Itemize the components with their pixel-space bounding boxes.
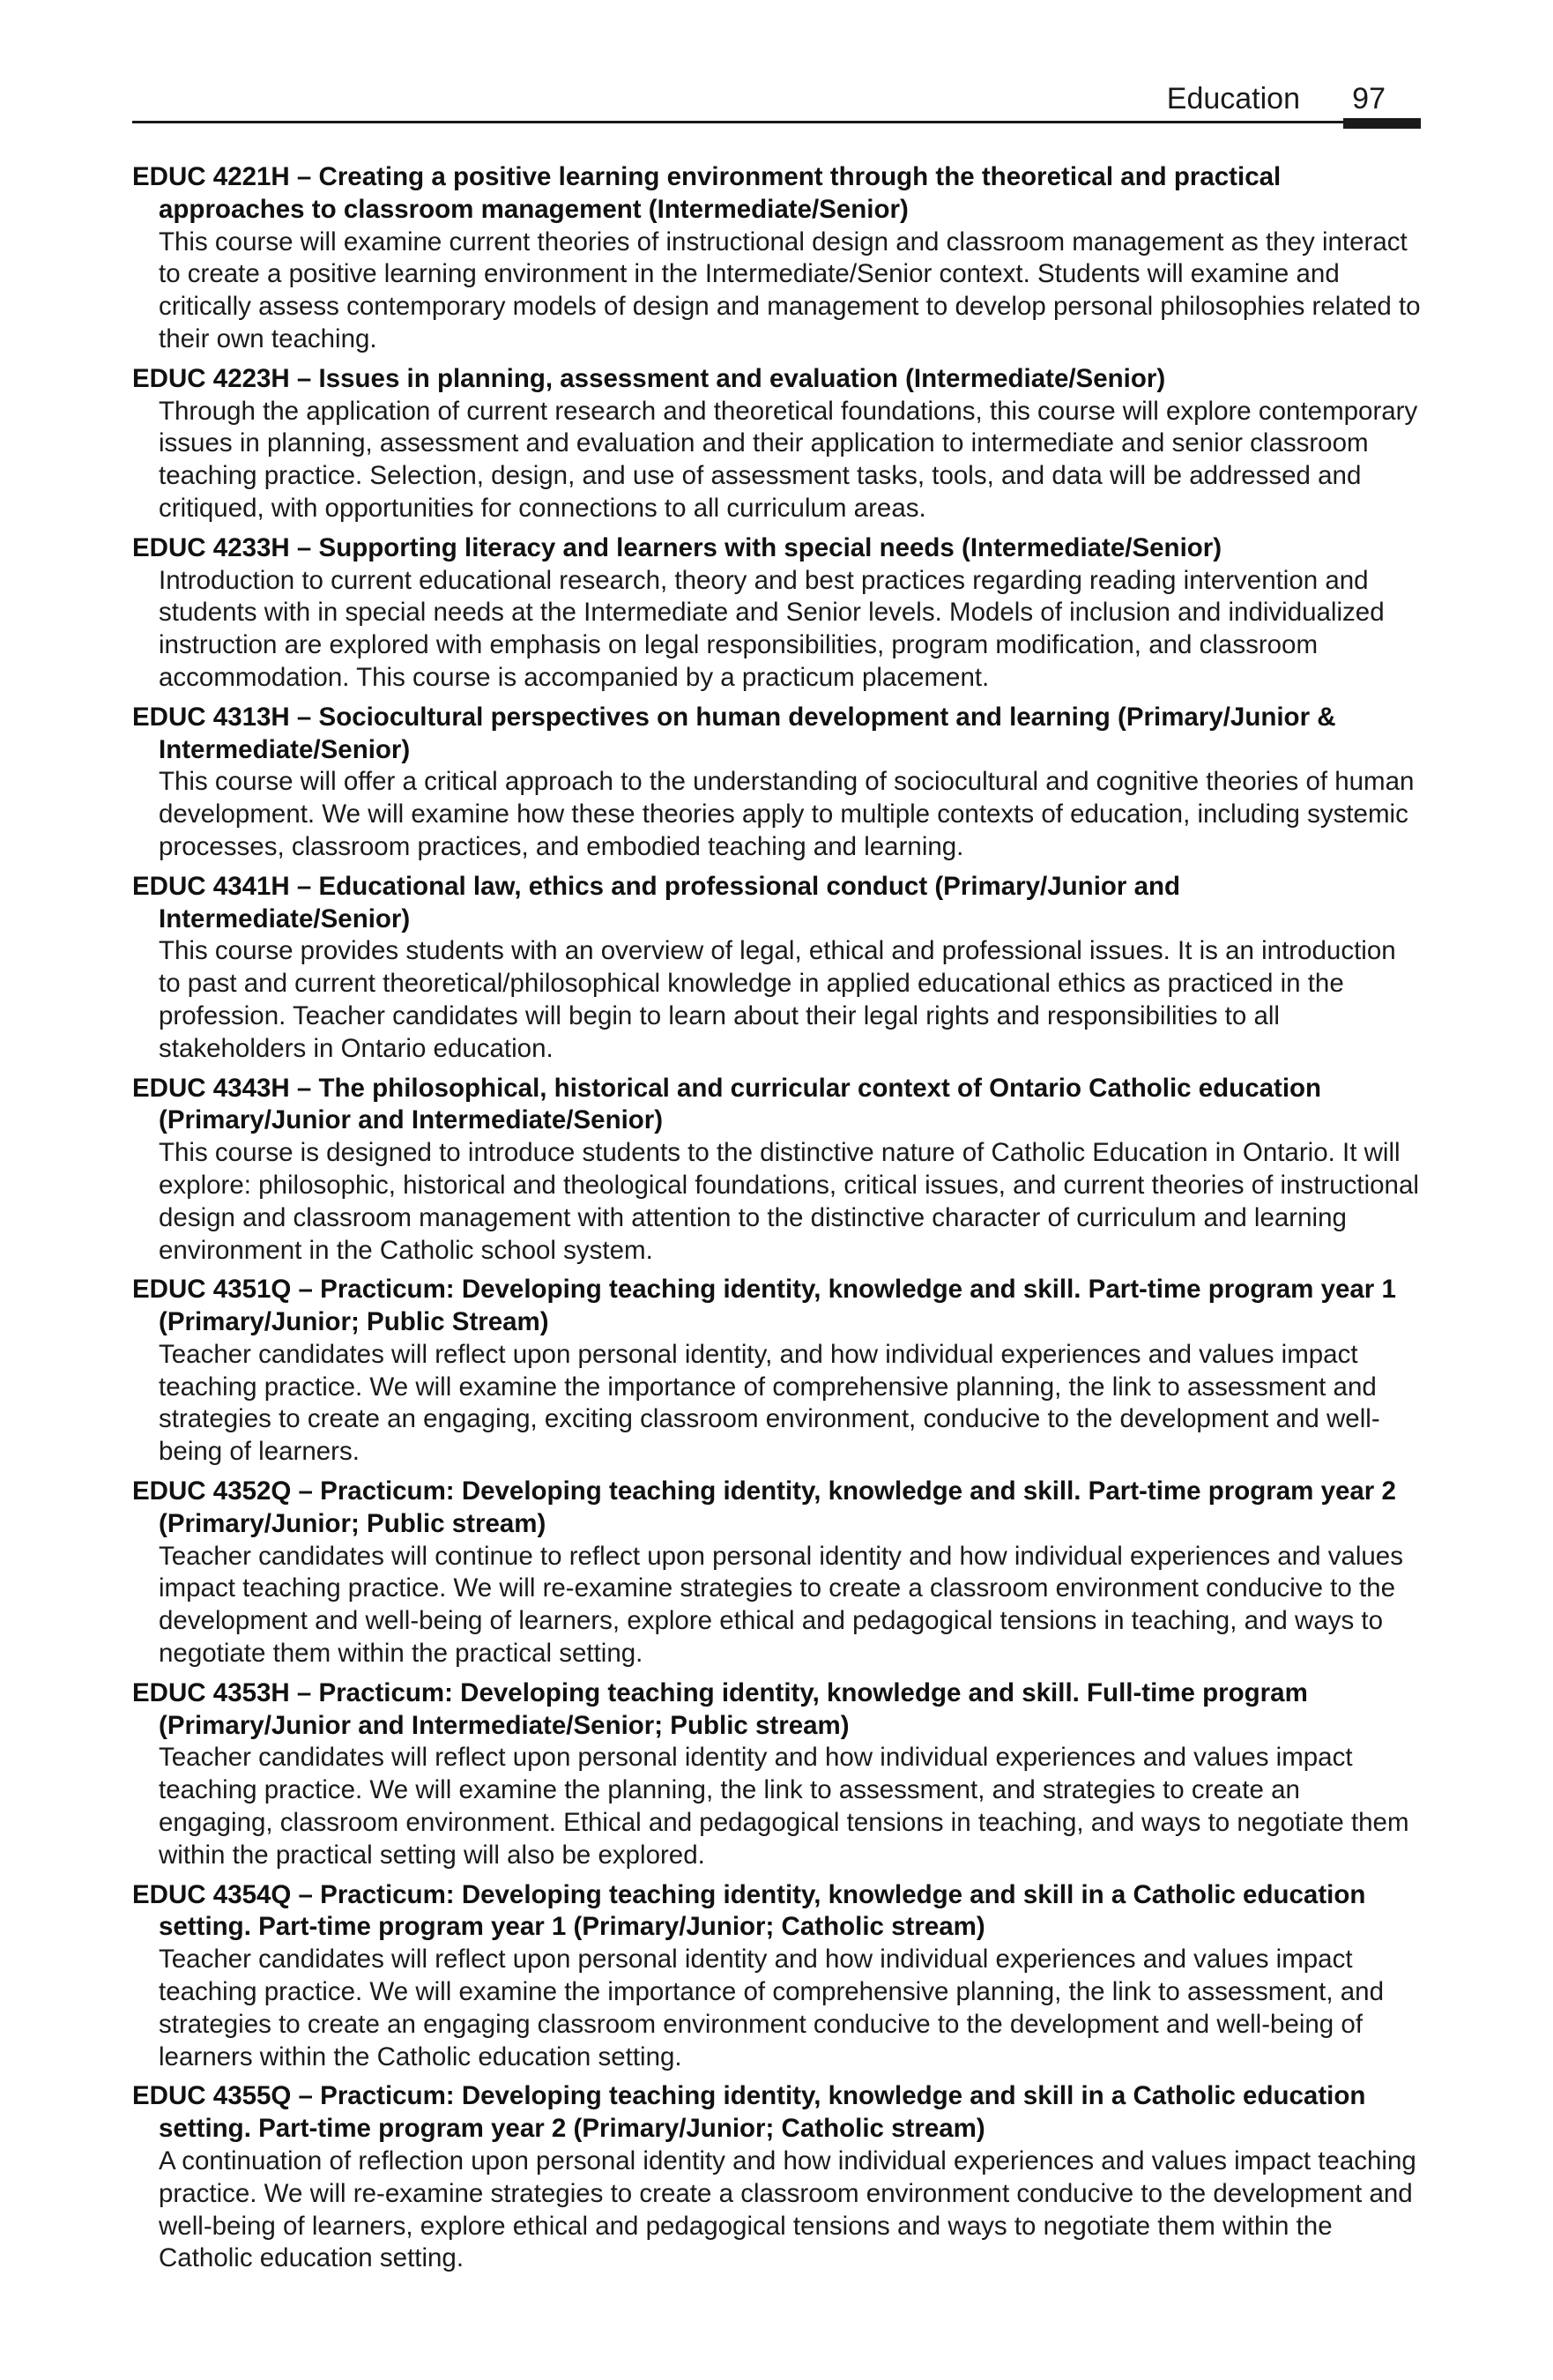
course-heading: EDUC 4355Q – Practicum: Developing teaching identity, knowledge and skill in a Catholic education setting. Part-time program year 2 (Primary/Junior; Catholic stream) (132, 2081, 1366, 2144)
course-description: Teacher candidates will reflect upon personal identity and how individual experiences and values impact teaching practice. We will examine the planning, the link to assessment, and strategies to create an engaging, classroom environment. Ethical and pedagogical tensions in teaching, and ways to negotiate them within the practical setting will also be explored. (159, 1743, 1409, 1870)
course-entry (132, 1073, 1421, 1268)
course-heading: EDUC 4343H – The philosophical, historical and curricular context of Ontario Catholic education (Primary/Junior and Intermediate/Senior) (132, 1073, 1322, 1135)
course-heading: EDUC 4352Q – Practicum: Developing teaching identity, knowledge and skill. Part-time program year 2 (Primary/Junior; Public stream) (132, 1476, 1396, 1538)
course-heading: EDUC 4354Q – Practicum: Developing teaching identity, knowledge and skill in a Catholic education setting. Part-time program year 1 (Primary/Junior; Catholic stream) (132, 1879, 1366, 1942)
course-entry (132, 532, 1421, 695)
course-description: This course will examine current theories of instructional design and classroom management as they interact to create a positive learning environment in the Intermediate/Senior context. Students will examine and critically assess contemporary models of design and management to develop personal philosophies related to their own teaching. (159, 227, 1421, 353)
course-description: This course will offer a critical approach to the understanding of sociocultural and cognitive theories of human development. We will examine how these theories apply to multiple contexts of education, including systemic processes, classroom practices, and embodied teaching and learning. (159, 767, 1415, 861)
section-label: Education (1166, 82, 1300, 115)
course-description: Teacher candidates will reflect upon personal identity, and how individual experiences and values impact teaching practice. We will examine the importance of comprehensive planning, the link to assessment and strategies to create an engaging, exciting classroom environment, conducive to the development and well-being of learners. (159, 1339, 1380, 1467)
course-list (132, 161, 1421, 2282)
course-entry (132, 1677, 1421, 1872)
course-entry (132, 1879, 1421, 2074)
course-entry (132, 702, 1421, 864)
header-rule-tab (1343, 118, 1421, 129)
course-description: Teacher candidates will reflect upon personal identity and how individual experiences and values impact teaching practice. We will examine the importance of comprehensive planning, the link to assessment, and strategies to create an engaging classroom environment conducive to the development and well-being of learners within the Catholic education setting. (159, 1945, 1384, 2071)
course-entry (132, 1274, 1421, 1469)
course-heading: EDUC 4223H – Issues in planning, assessment and evaluation (Intermediate/Senior) (132, 363, 1166, 393)
running-header (132, 81, 1421, 123)
course-heading: EDUC 4313H – Sociocultural perspectives on human development and learning (Primary/Junior & Intermediate/Senior) (132, 702, 1336, 764)
course-description: This course provides students with an overview of legal, ethical and professional issues. It is an introduction to past and current theoretical/philosophical knowledge in applied educational ethics as practiced in the profession. Teacher candidates will begin to learn about their legal rights and responsibilities to all stakeholders in Ontario education. (159, 936, 1396, 1063)
page-number: 97 (1352, 82, 1386, 115)
course-heading: EDUC 4221H – Creating a positive learning environment through the theoretical and practical approaches to classroom management (Intermediate/Senior) (132, 162, 1282, 224)
course-heading: EDUC 4353H – Practicum: Developing teaching identity, knowledge and skill. Full-time program (Primary/Junior and Intermediate/Senior; Public stream) (132, 1677, 1308, 1740)
course-description: Through the application of current research and theoretical foundations, this course will explore contemporary issues in planning, assessment and evaluation and their application to intermediate and senior classroom teaching practice. Selection, design, and use of assessment tasks, tools, and data will be addressed and critiqued, with opportunities for connections to all curriculum areas. (159, 396, 1418, 523)
course-heading: EDUC 4233H – Supporting literacy and learners with special needs (Intermediate/Senior) (132, 532, 1222, 562)
course-entry (132, 1476, 1421, 1670)
document-page (132, 0, 1421, 2380)
course-description: This course is designed to introduce students to the distinctive nature of Catholic Education in Ontario. It will explore: philosophic, historical and theological foundations, critical issues, and current theories of instructional design and classroom management with attention to the distinctive character of curriculum and learning environment in the Catholic school system. (159, 1138, 1419, 1265)
header-rule (132, 121, 1421, 123)
course-description: Introduction to current educational research, theory and best practices regarding reading intervention and students with in special needs at the Intermediate and Senior levels. Models of inclusion and individualized instruction are explored with emphasis on legal responsibilities, program modification, and classroom accommodation. This course is accompanied by a practicum placement. (159, 565, 1385, 692)
course-heading: EDUC 4341H – Educational law, ethics and professional conduct (Primary/Junior and Intermediate/Senior) (132, 871, 1181, 933)
course-description: A continuation of reflection upon personal identity and how individual experiences and values impact teaching practice. We will re-examine strategies to create a classroom environment conducive to the development and well-being of learners, explore ethical and pedagogical tensions and ways to negotiate them within the Catholic education setting. (159, 2146, 1416, 2273)
course-heading: EDUC 4351Q – Practicum: Developing teaching identity, knowledge and skill. Part-time program year 1 (Primary/Junior; Public Stream) (132, 1275, 1396, 1337)
course-description: Teacher candidates will continue to reflect upon personal identity and how individual experiences and values impact teaching practice. We will re-examine strategies to create a classroom environment conducive to the development and well-being of learners, explore ethical and pedagogical tensions in teaching, and ways to negotiate them within the practical setting. (159, 1541, 1403, 1669)
course-entry (132, 161, 1421, 356)
course-entry (132, 363, 1421, 525)
course-entry (132, 871, 1421, 1066)
course-entry (132, 2080, 1421, 2275)
